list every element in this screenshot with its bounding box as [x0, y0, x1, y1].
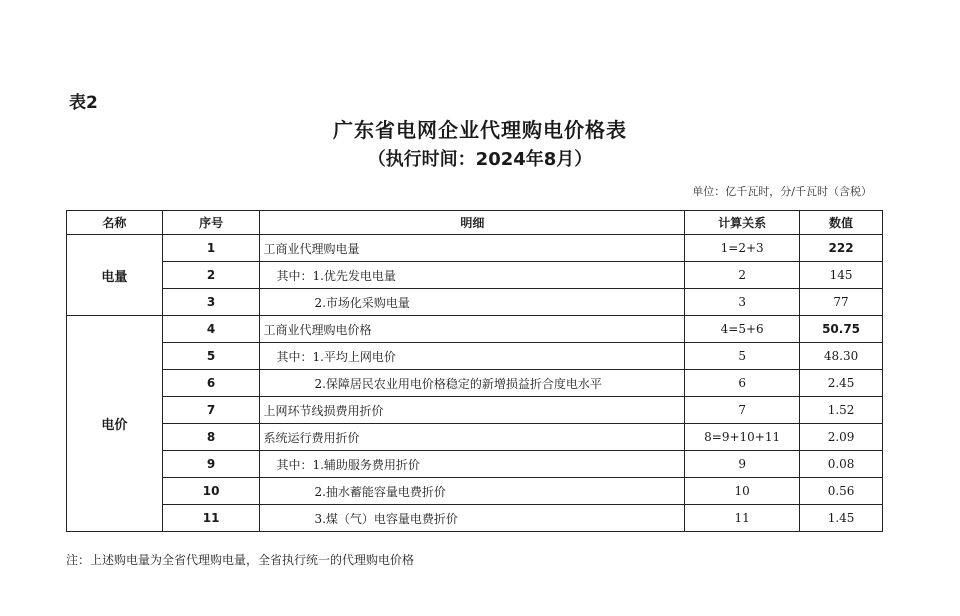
header-name: 名称	[67, 211, 163, 235]
row-relation: 6	[685, 370, 800, 397]
row-detail: 工商业代理购电价格	[260, 316, 685, 343]
row-value: 77	[800, 289, 883, 316]
table-row	[67, 343, 883, 370]
row-seq: 11	[162, 505, 260, 532]
row-value: 2.45	[800, 370, 883, 397]
table-row	[67, 370, 883, 397]
row-seq: 2	[162, 262, 260, 289]
table-row	[67, 262, 883, 289]
row-relation: 8=9+10+11	[685, 424, 800, 451]
header-relation: 计算关系	[685, 211, 800, 235]
row-value: 50.75	[800, 316, 883, 343]
price-table	[66, 210, 883, 532]
row-detail: 其中：1.平均上网电价	[260, 343, 685, 370]
header-detail: 明细	[260, 211, 685, 235]
row-seq: 7	[162, 397, 260, 424]
row-detail: 上网环节线损费用折价	[260, 397, 685, 424]
group-price: 电价	[67, 316, 163, 532]
row-detail: 2.抽水蓄能容量电费折价	[260, 478, 685, 505]
footnote: 注：上述购电量为全省代理购电量，全省执行统一的代理购电价格	[66, 553, 415, 567]
table-row	[67, 478, 883, 505]
header-row	[67, 211, 883, 235]
row-relation: 10	[685, 478, 800, 505]
row-relation: 3	[685, 289, 800, 316]
table-row	[67, 235, 883, 262]
row-value: 1.52	[800, 397, 883, 424]
table-row	[67, 397, 883, 424]
header-value: 数值	[800, 211, 883, 235]
row-value: 0.56	[800, 478, 883, 505]
row-relation: 9	[685, 451, 800, 478]
table-row	[67, 424, 883, 451]
group-energy: 电量	[67, 235, 163, 316]
row-relation: 11	[685, 505, 800, 532]
row-relation: 2	[685, 262, 800, 289]
table-row	[67, 316, 883, 343]
row-relation: 4=5+6	[685, 316, 800, 343]
row-seq: 3	[162, 289, 260, 316]
row-value: 0.08	[800, 451, 883, 478]
row-seq: 1	[162, 235, 260, 262]
row-seq: 9	[162, 451, 260, 478]
row-seq: 5	[162, 343, 260, 370]
page-subtitle: （执行时间：2024年8月）	[367, 149, 593, 170]
row-value: 2.09	[800, 424, 883, 451]
table-row	[67, 451, 883, 478]
row-relation: 5	[685, 343, 800, 370]
page-title: 广东省电网企业代理购电价格表	[333, 118, 627, 142]
row-detail: 其中：1.辅助服务费用折价	[260, 451, 685, 478]
table-row	[67, 289, 883, 316]
row-seq: 6	[162, 370, 260, 397]
row-detail: 系统运行费用折价	[260, 424, 685, 451]
row-detail: 2.市场化采购电量	[260, 289, 685, 316]
row-detail: 工商业代理购电量	[260, 235, 685, 262]
header-seq: 序号	[162, 211, 260, 235]
row-relation: 7	[685, 397, 800, 424]
row-value: 48.30	[800, 343, 883, 370]
row-seq: 4	[162, 316, 260, 343]
row-value: 145	[800, 262, 883, 289]
table-label: 表2	[69, 93, 98, 113]
row-relation: 1=2+3	[685, 235, 800, 262]
row-detail: 3.煤（气）电容量电费折价	[260, 505, 685, 532]
row-value: 1.45	[800, 505, 883, 532]
row-detail: 2.保障居民农业用电价格稳定的新增损益折合度电水平	[260, 370, 685, 397]
row-seq: 10	[162, 478, 260, 505]
unit-label: 单位：亿千瓦时，分/千瓦时（含税）	[692, 185, 872, 198]
row-value: 222	[800, 235, 883, 262]
row-seq: 8	[162, 424, 260, 451]
row-detail: 其中：1.优先发电电量	[260, 262, 685, 289]
table-row	[67, 505, 883, 532]
